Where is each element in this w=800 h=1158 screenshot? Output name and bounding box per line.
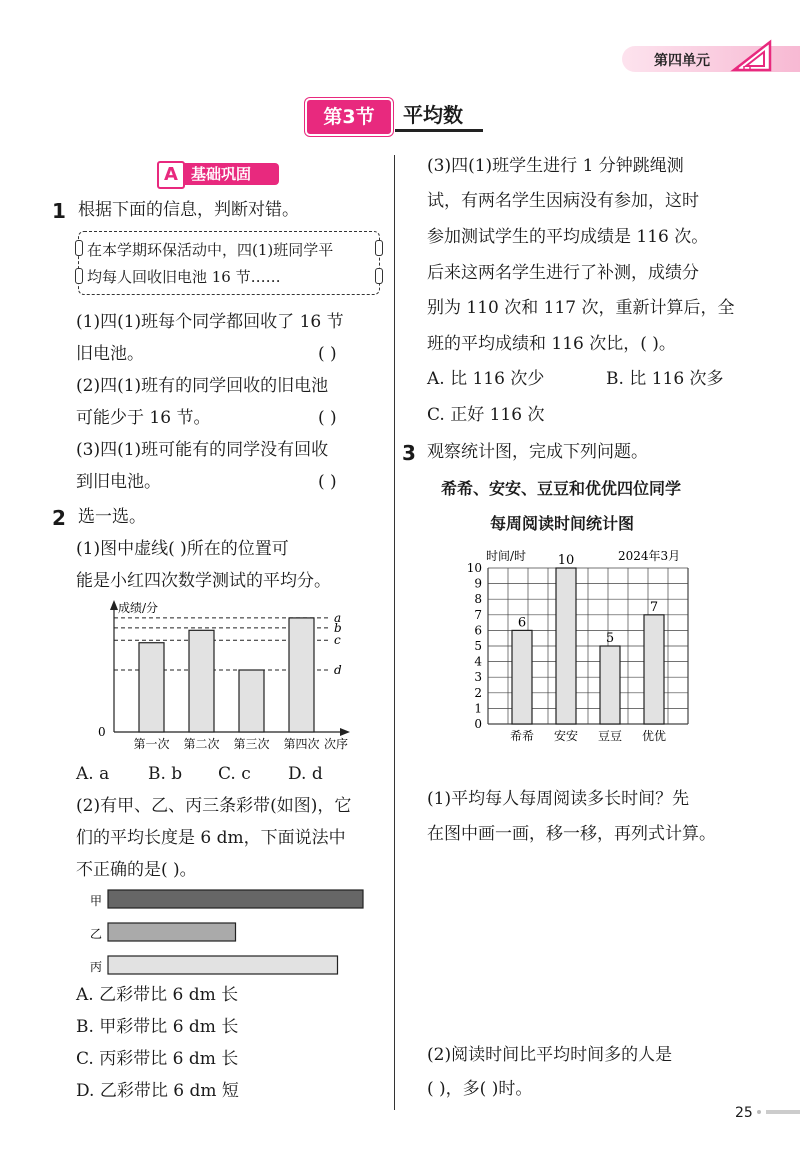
reading-value-2: 10 (557, 553, 575, 568)
y-axis-arrow (110, 600, 118, 610)
q1-item-1-line-1: (1)四(1)班每个同学都回收了 16 节 (76, 312, 344, 332)
section-header (305, 98, 480, 134)
box-pin (75, 240, 83, 256)
ribbon-label-1: 甲 (90, 894, 103, 908)
page-number: 25 (735, 1105, 753, 1121)
q1-item-3-line-1: (3)四(1)班可能有的同学没有回收 (76, 440, 329, 460)
q3-number: 3 (402, 441, 416, 465)
x-axis-label: 次序 (324, 737, 349, 751)
q3-p1-line-1: (1)平均每人每周阅读多长时间？先 (427, 789, 690, 809)
reference-label-a: a (334, 610, 342, 625)
reading-value-1: 6 (517, 615, 527, 631)
reading-bar-2 (556, 568, 576, 724)
reading-bar-4 (644, 615, 664, 724)
q2-option-b[interactable]: B. b (148, 764, 183, 784)
y-tick-label: 2 (474, 685, 482, 700)
q2-number: 2 (52, 506, 66, 530)
score-bar-3 (239, 670, 264, 732)
part-a-label: 基础巩固 (183, 163, 279, 185)
reading-bar-3 (600, 646, 620, 724)
q2-3-line-4: 后来这两名学生进行了补测，成绩分 (427, 263, 699, 283)
q2-3-line-5: 别为 110 次和 117 次，重新计算后，全 (427, 298, 735, 318)
q2-2-option-d[interactable]: D. 乙彩带比 6 dm 短 (76, 1081, 239, 1101)
q3-chart-title-2: 每周阅读时间统计图 (490, 514, 635, 533)
q1-item-2-line-2: 可能少于 16 节。 (76, 408, 211, 428)
q2-option-c[interactable]: C. c (218, 764, 251, 784)
unit-label: 第四单元 (654, 53, 710, 69)
score-category-3: 第三次 (233, 737, 270, 751)
q1-item-2-answer[interactable]: ( ) (318, 408, 337, 428)
triangle-ruler-icon (730, 38, 774, 74)
score-bar-4 (289, 618, 314, 732)
q2-2-option-c[interactable]: C. 丙彩带比 6 dm 长 (76, 1049, 239, 1069)
q1-number: 1 (52, 199, 66, 223)
section-label: 第3节 (305, 98, 393, 136)
y-tick-label: 9 (474, 576, 482, 591)
q2-2-option-a[interactable]: A. 乙彩带比 6 dm 长 (76, 985, 239, 1005)
y-tick-label: 8 (474, 592, 482, 607)
footer-bar (766, 1110, 800, 1114)
q1-item-3-line-2: 到旧电池。 (76, 472, 161, 492)
x-axis-arrow (340, 728, 350, 736)
y-tick-label: 3 (474, 670, 482, 685)
box-pin (375, 268, 383, 284)
reading-category-3: 豆豆 (597, 729, 623, 743)
box-pin (375, 240, 383, 256)
q1-info-line-2: 均每人回收旧电池 16 节…… (87, 268, 281, 286)
chart-reading-time (440, 546, 700, 746)
q2-3-option-c[interactable]: C. 正好 116 次 (427, 405, 545, 425)
q2-p2-line-1: (2)有甲、乙、丙三条彩带(如图)，它 (76, 796, 352, 816)
q3-stem: 观察统计图，完成下列问题。 (427, 442, 648, 462)
reading-category-1: 希希 (509, 729, 535, 743)
score-bar-2 (189, 630, 214, 732)
origin-label: 0 (98, 725, 106, 739)
q2-3-line-1: (3)四(1)班学生进行 1 分钟跳绳测 (427, 156, 684, 176)
score-category-1: 第一次 (133, 737, 170, 751)
reading-value-4: 7 (649, 599, 659, 615)
q1-stem: 根据下面的信息，判断对错。 (78, 200, 299, 220)
footer-dot (757, 1110, 761, 1114)
q2-3-option-b[interactable]: B. 比 116 次多 (606, 369, 724, 389)
q1-item-2-line-1: (2)四(1)班有的同学回收的旧电池 (76, 376, 329, 396)
reading-category-2: 安安 (553, 729, 579, 743)
reading-category-4: 优优 (641, 729, 667, 743)
y-tick-label: 6 (474, 623, 482, 638)
section-title: 平均数 (395, 98, 483, 132)
q3-p2-line-1: (2)阅读时间比平均时间多的人是 (427, 1045, 673, 1065)
q2-p1-line-1: (1)图中虚线( )所在的位置可 (76, 539, 289, 559)
y-tick-label: 1 (474, 701, 482, 716)
ribbon-bar-3 (108, 956, 338, 974)
q1-item-1-answer[interactable]: ( ) (318, 344, 337, 364)
reading-bar-1 (512, 630, 532, 724)
q2-3-option-a[interactable]: A. 比 116 次少 (427, 369, 545, 389)
ribbon-bar-1 (108, 890, 363, 908)
q2-stem: 选一选。 (78, 507, 146, 527)
reference-label-c: c (334, 633, 341, 648)
y-tick-label: 10 (466, 561, 482, 575)
q1-info-line-1: 在本学期环保活动中，四(1)班同学平 (87, 241, 334, 259)
y-tick-label: 7 (474, 607, 482, 622)
q2-option-a[interactable]: A. a (76, 764, 110, 784)
column-divider (394, 155, 395, 1110)
q3-chart-title-1: 希希、安安、豆豆和优优四位同学 (441, 479, 682, 498)
ribbon-label-3: 丙 (90, 960, 103, 974)
y-axis-label: 时间/时 (486, 549, 527, 563)
q2-3-line-6: 班的平均成绩和 116 次比，( )。 (427, 334, 676, 354)
q2-2-option-b[interactable]: B. 甲彩带比 6 dm 长 (76, 1017, 239, 1037)
ribbon-bar-2 (108, 923, 236, 941)
q2-p2-line-3: 不正确的是( )。 (76, 860, 197, 880)
q2-3-line-3: 参加测试学生的平均成绩是 116 次。 (427, 227, 709, 247)
q2-p2-line-2: 们的平均长度是 6 dm，下面说法中 (76, 828, 346, 848)
chart-ribbons (88, 886, 388, 976)
q2-p1-line-2: 能是小红四次数学测试的平均分。 (76, 571, 331, 591)
q2-3-line-2: 试，有两名学生因病没有参加，这时 (427, 191, 699, 211)
reference-label-d: d (334, 663, 342, 677)
part-a-letter: A (157, 161, 185, 189)
q1-item-1-line-2: 旧电池。 (76, 344, 144, 364)
score-category-2: 第二次 (183, 737, 220, 751)
reading-value-3: 5 (605, 631, 615, 646)
q3-p1-line-2: 在图中画一画，移一移，再列式计算。 (427, 824, 716, 844)
q3-p2-line-2[interactable]: ( )，多( )时。 (427, 1079, 533, 1099)
score-category-4: 第四次 (283, 737, 320, 751)
q2-option-d[interactable]: D. d (288, 764, 323, 784)
y-tick-label: 4 (474, 654, 482, 669)
ribbon-label-2: 乙 (90, 927, 103, 941)
y-tick-label: 5 (474, 639, 482, 653)
box-pin (75, 268, 83, 284)
y-axis-label: 成绩/分 (118, 601, 159, 615)
reference-label-b: b (334, 620, 342, 635)
chart-test-scores (90, 598, 380, 758)
score-bar-1 (139, 643, 164, 732)
y-tick-label: 0 (474, 717, 482, 731)
date-label: 2024年3月 (618, 549, 681, 563)
q1-item-3-answer[interactable]: ( ) (318, 472, 337, 492)
q1-info-box (78, 231, 380, 295)
